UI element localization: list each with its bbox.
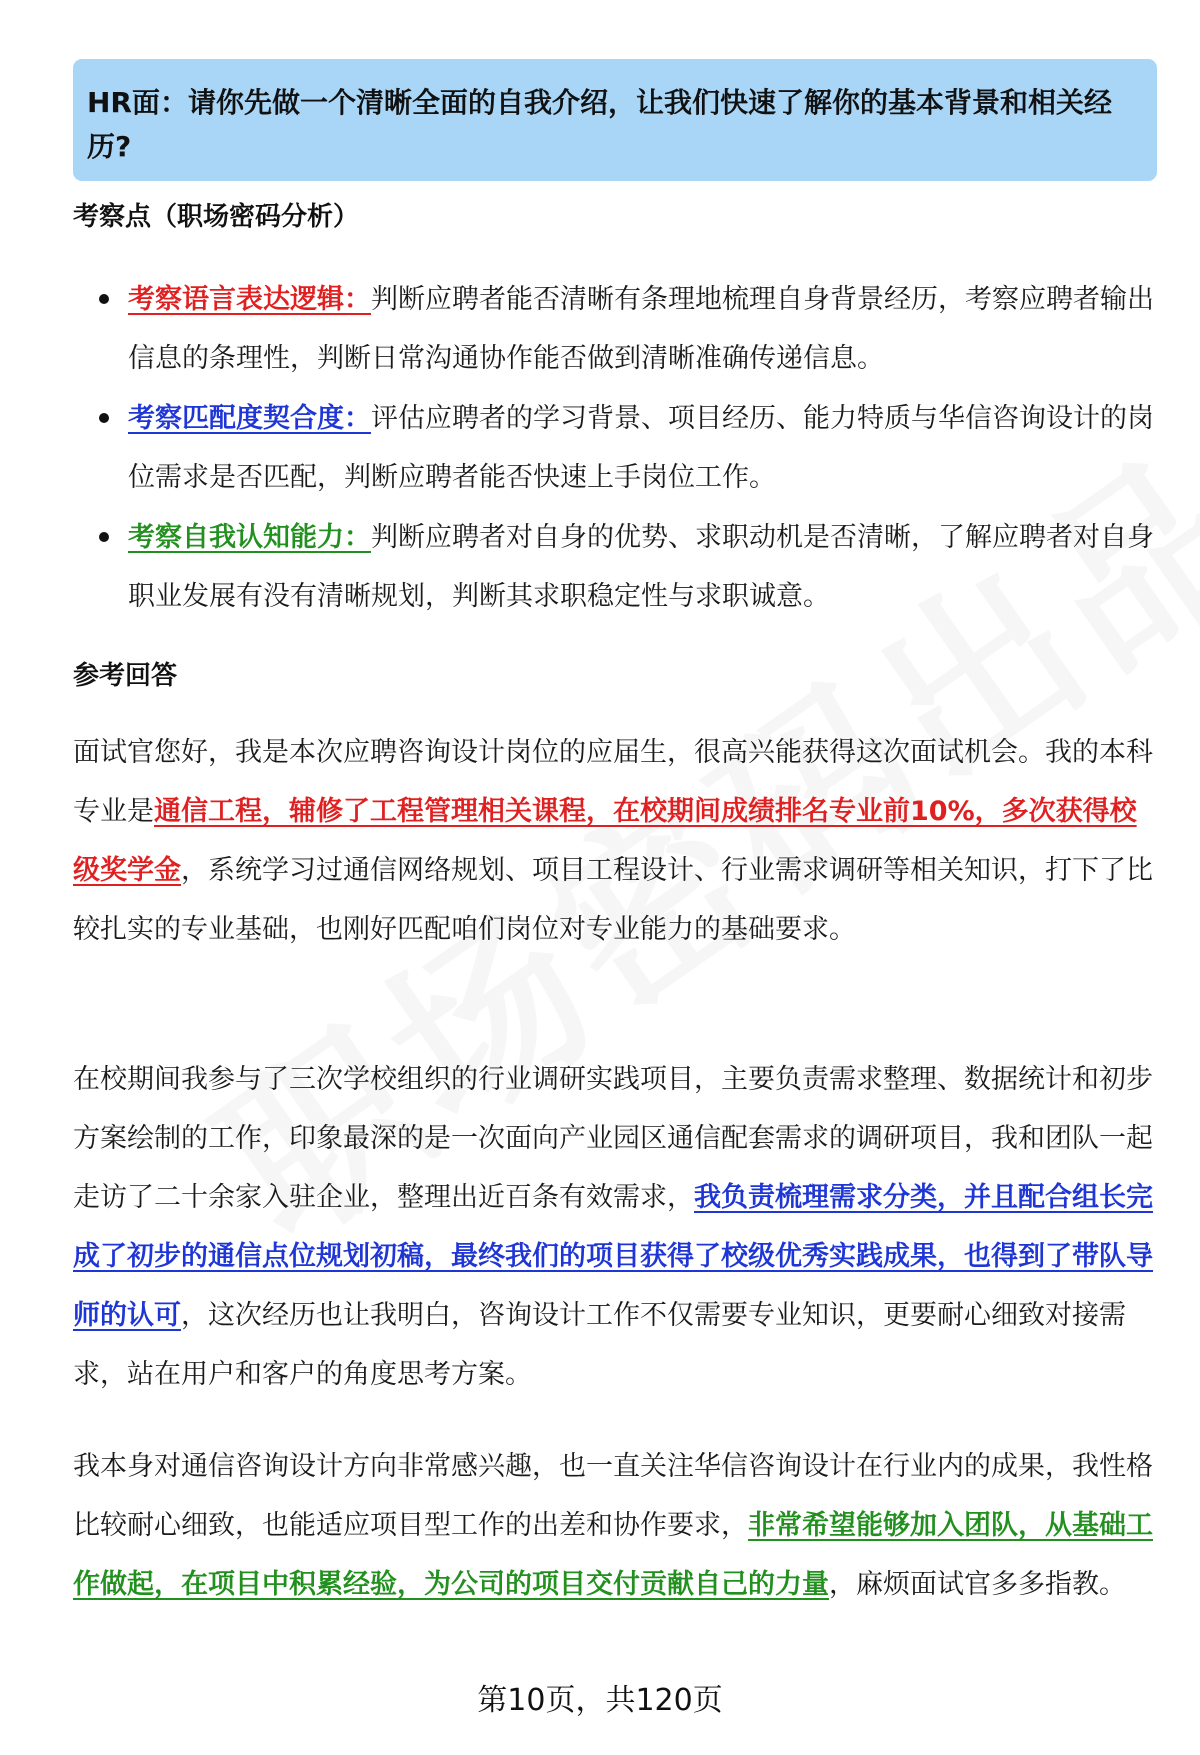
bullet-text: 判断应聘者对自身的优势、求职动机是否清晰，了解应聘者对自身职业发展有没有清晰规划，判断其求职稳定性与求职诚意。	[128, 522, 1154, 612]
analysis-list	[73, 270, 1157, 627]
bullet-text: 判断应聘者能否清晰有条理地梳理自身背景经历，考察应聘者输出信息的条理性，判断日常沟通协作能否做到清晰准确传递信息。	[128, 284, 1154, 374]
bullet-icon	[99, 532, 109, 542]
analysis-heading: 考察点（职场密码分析）	[73, 202, 360, 232]
paragraph-text: 在校期间我参与了三次学校组织的行业调研实践项目，主要负责需求整理、数据统计和初步方案绘制的工作，印象最深的是一次面向产业园区通信配套需求的调研项目，我和团队一起走访了二十余家入驻企业，整理出近百条有效需求，	[73, 1064, 1153, 1213]
highlight-text: 通信工程，辅修了工程管理相关课程，在校期间成绩排名专业前10%，多次获得校级奖学金	[73, 796, 1137, 886]
highlight-text: 非常希望能够加入团队，从基础工作做起，在项目中积累经验，为公司的项目交付贡献自己的力量	[73, 1510, 1153, 1600]
bullet-keyword: 考察自我认知能力：	[128, 522, 371, 553]
question-box	[73, 59, 1157, 181]
bullet-keyword: 考察匹配度契合度：	[128, 403, 371, 434]
bullet-icon	[99, 413, 109, 423]
bullet-icon	[99, 294, 109, 304]
answer-paragraph-1	[73, 723, 1157, 959]
paragraph-text: 我本身对通信咨询设计方向非常感兴趣，也一直关注华信咨询设计在行业内的成果，我性格比较耐心细致，也能适应项目型工作的出差和协作要求，	[73, 1451, 1153, 1541]
page-number: 第10页，共120页	[477, 1683, 723, 1718]
list-item	[73, 389, 1157, 507]
paragraph-text: ，这次经历也让我明白，咨询设计工作不仅需要专业知识，更要耐心细致对接需求，站在用户和客户的角度思考方案。	[73, 1300, 1126, 1390]
paragraph-text: ，麻烦面试官多多指教。	[829, 1569, 1126, 1600]
answer-paragraph-3	[73, 1437, 1157, 1614]
list-item	[73, 508, 1157, 626]
paragraph-text: ，系统学习过通信网络规划、项目工程设计、行业需求调研等相关知识，打下了比较扎实的专业基础，也刚好匹配咱们岗位对专业能力的基础要求。	[73, 855, 1153, 945]
paragraph-text: 面试官您好，我是本次应聘咨询设计岗位的应届生，很高兴能获得这次面试机会。我的本科专业是	[73, 737, 1153, 827]
answer-heading: 参考回答	[73, 661, 178, 691]
answer-paragraph-2	[73, 1050, 1157, 1404]
bullet-text: 评估应聘者的学习背景、项目经历、能力特质与华信咨询设计的岗位需求是否匹配，判断应聘者能否快速上手岗位工作。	[128, 403, 1154, 493]
highlight-text: 我负责梳理需求分类，并且配合组长完成了初步的通信点位规划初稿，最终我们的项目获得了校级优秀实践成果，也得到了带队导师的认可	[73, 1182, 1153, 1331]
list-item	[73, 270, 1157, 388]
question-text: HR面：请你先做一个清晰全面的自我介绍，让我们快速了解你的基本背景和相关经历?	[87, 86, 1112, 163]
bullet-keyword: 考察语言表达逻辑：	[128, 284, 371, 315]
